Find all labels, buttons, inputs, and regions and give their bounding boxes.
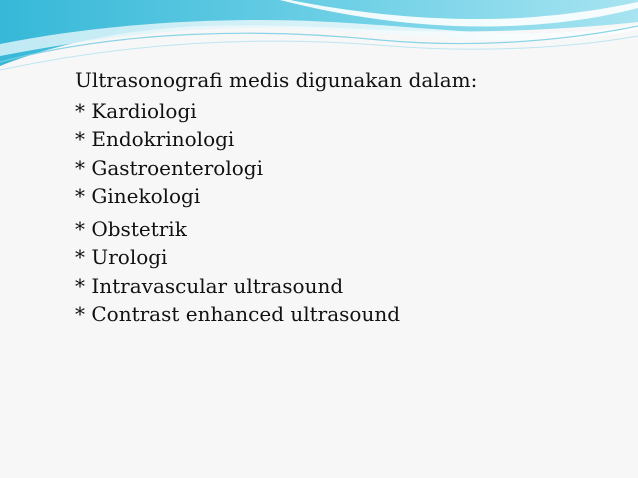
list-item: * Contrast enhanced ultrasound bbox=[75, 302, 401, 326]
list-item: * Endokrinologi bbox=[75, 127, 235, 151]
list-item: * Intravascular ultrasound bbox=[75, 273, 344, 298]
list-item: * Urologi bbox=[75, 245, 168, 269]
wave-line-2 bbox=[0, 36, 638, 70]
list-item: * Gastroenterologi bbox=[75, 155, 263, 180]
slide-content bbox=[75, 66, 595, 329]
list-item: * Ginekologi bbox=[75, 184, 201, 208]
usage-list bbox=[75, 97, 595, 329]
list-item: * Kardiologi bbox=[75, 98, 197, 123]
slide-heading: Ultrasonografi medis digunakan dalam: bbox=[75, 68, 478, 92]
list-item: * Obstetrik bbox=[75, 216, 187, 241]
